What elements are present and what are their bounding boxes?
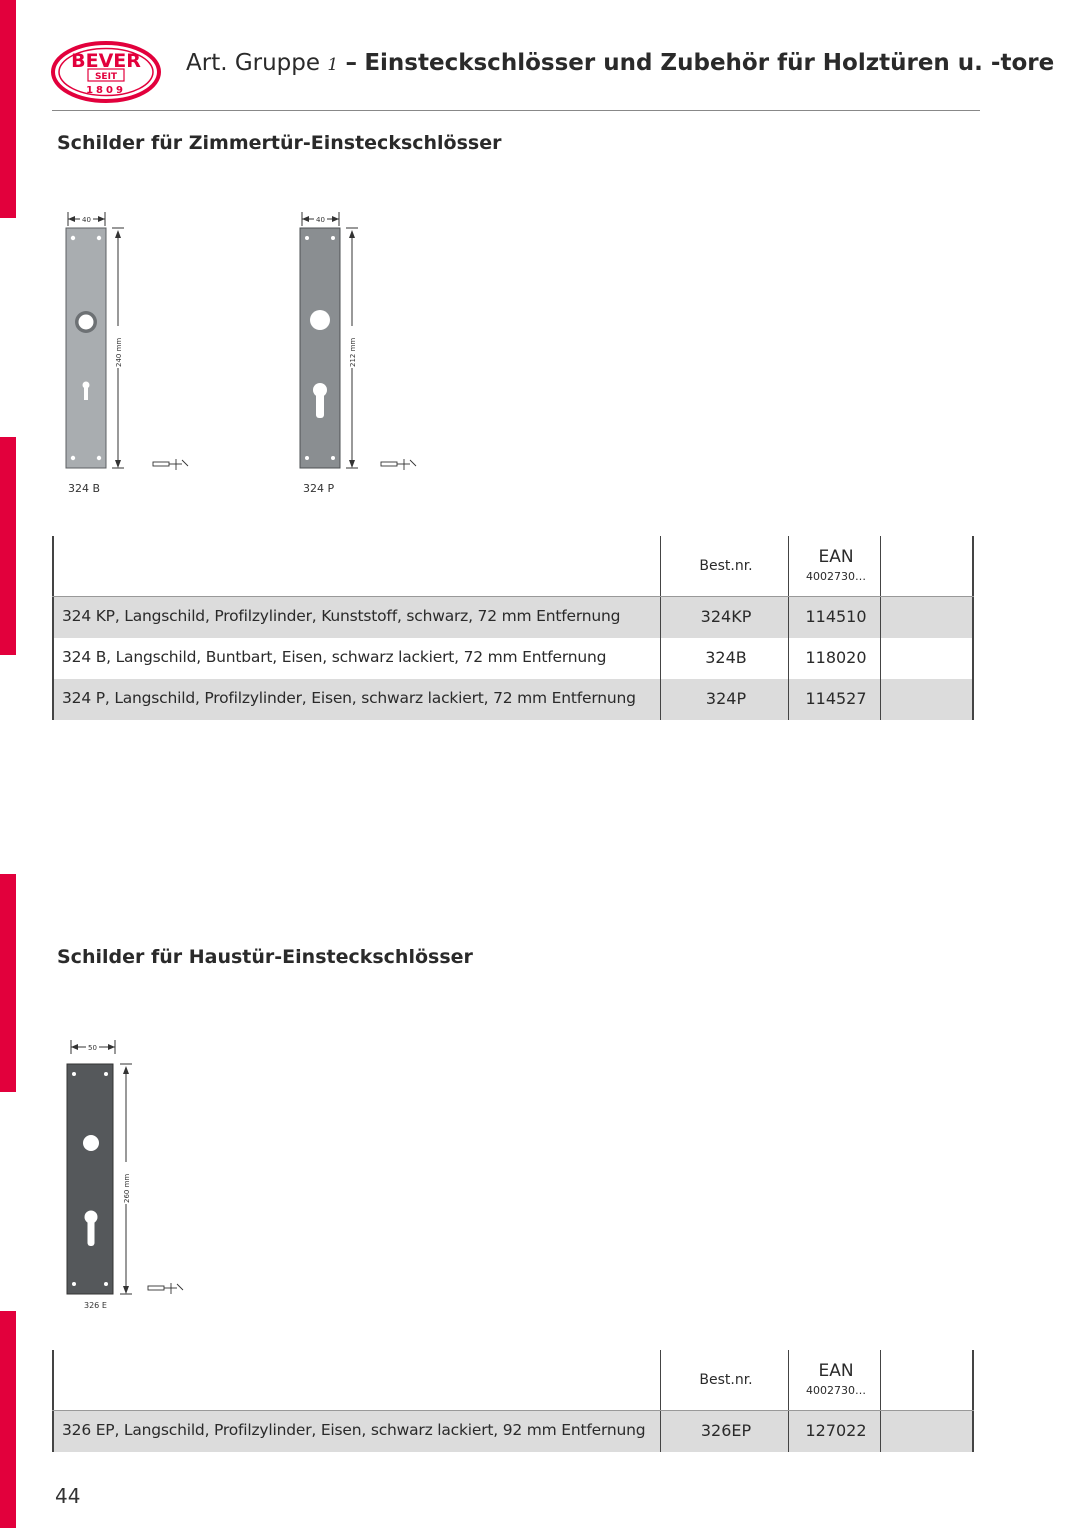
dim-height-label: 260 mm — [123, 1173, 131, 1203]
figure-caption-326e: 326 E — [84, 1301, 107, 1310]
logo-year-text: 1809 — [86, 85, 126, 96]
row-best-nr: 324KP — [700, 607, 752, 626]
header-group-number: 1 — [327, 55, 339, 75]
section-title-zimmertuer: Schilder für Zimmertür-Einsteckschlösser — [57, 132, 502, 154]
header-divider — [52, 110, 980, 111]
row-best-nr: 324B — [705, 648, 747, 667]
header-main-title: Einsteckschlösser und Zubehör für Holztüren u. -tore — [364, 50, 1055, 76]
row-description: 324 KP, Langschild, Profilzylinder, Kunststoff, schwarz, 72 mm Entfernung — [62, 607, 621, 625]
row-description: 324 B, Langschild, Buntbart, Eisen, schwarz lackiert, 72 mm Entfernung — [62, 648, 607, 666]
row-best-nr: 326EP — [700, 1421, 752, 1440]
edge-tab-3 — [0, 874, 16, 1092]
section-title-haustuer: Schilder für Haustür-Einsteckschlösser — [57, 946, 473, 968]
column-header-ean-prefix: 4002730… — [806, 570, 866, 583]
figure-caption-324p: 324 P — [303, 482, 335, 495]
column-header-ean: EAN — [818, 1361, 854, 1381]
logo-since-text: SEIT — [94, 72, 118, 82]
column-header-best-nr: Best.nr. — [699, 558, 753, 574]
page-number: 44 — [55, 1484, 81, 1508]
header-prefix: Art. Gruppe — [186, 50, 321, 76]
dim-height-label: 240 mm — [115, 337, 123, 367]
row-ean: 118020 — [805, 648, 867, 667]
plate-drawing-324b — [60, 208, 200, 480]
table-row — [52, 1411, 974, 1452]
dim-width-label: 40 — [316, 216, 325, 224]
table-header — [52, 1350, 974, 1410]
logo-brand-text: BEVER — [71, 50, 141, 72]
row-description: 324 P, Langschild, Profilzylinder, Eisen, schwarz lackiert, 72 mm Entfernung — [62, 689, 636, 707]
bever-logo — [50, 40, 162, 104]
column-header-ean: EAN — [818, 547, 854, 567]
edge-tab-1 — [0, 0, 16, 218]
column-header-best-nr: Best.nr. — [699, 1372, 753, 1388]
edge-tab-2 — [0, 437, 16, 655]
table-row — [52, 679, 974, 720]
dim-width-label: 50 — [88, 1044, 97, 1052]
dim-height-label: 212 mm — [349, 337, 357, 367]
row-best-nr: 324P — [705, 689, 747, 708]
row-ean: 127022 — [805, 1421, 867, 1440]
figure-caption-324b: 324 B — [68, 482, 101, 495]
page-header-title — [186, 50, 1054, 76]
plate-drawing-326e — [60, 1036, 200, 1312]
table-row — [52, 597, 974, 638]
column-header-ean-prefix: 4002730… — [806, 1384, 866, 1397]
product-table-haustuer — [52, 1350, 974, 1452]
product-table-zimmertuer — [52, 536, 974, 720]
table-row — [52, 638, 974, 679]
row-description: 326 EP, Langschild, Profilzylinder, Eisen, schwarz lackiert, 92 mm Entfernung — [62, 1421, 646, 1439]
row-ean: 114510 — [805, 607, 867, 626]
edge-tab-4 — [0, 1311, 16, 1528]
row-ean: 114527 — [805, 689, 867, 708]
plate-drawing-324p — [294, 208, 434, 480]
header-dash: – — [345, 50, 357, 76]
table-header — [52, 536, 974, 596]
dim-width-label: 40 — [82, 216, 91, 224]
